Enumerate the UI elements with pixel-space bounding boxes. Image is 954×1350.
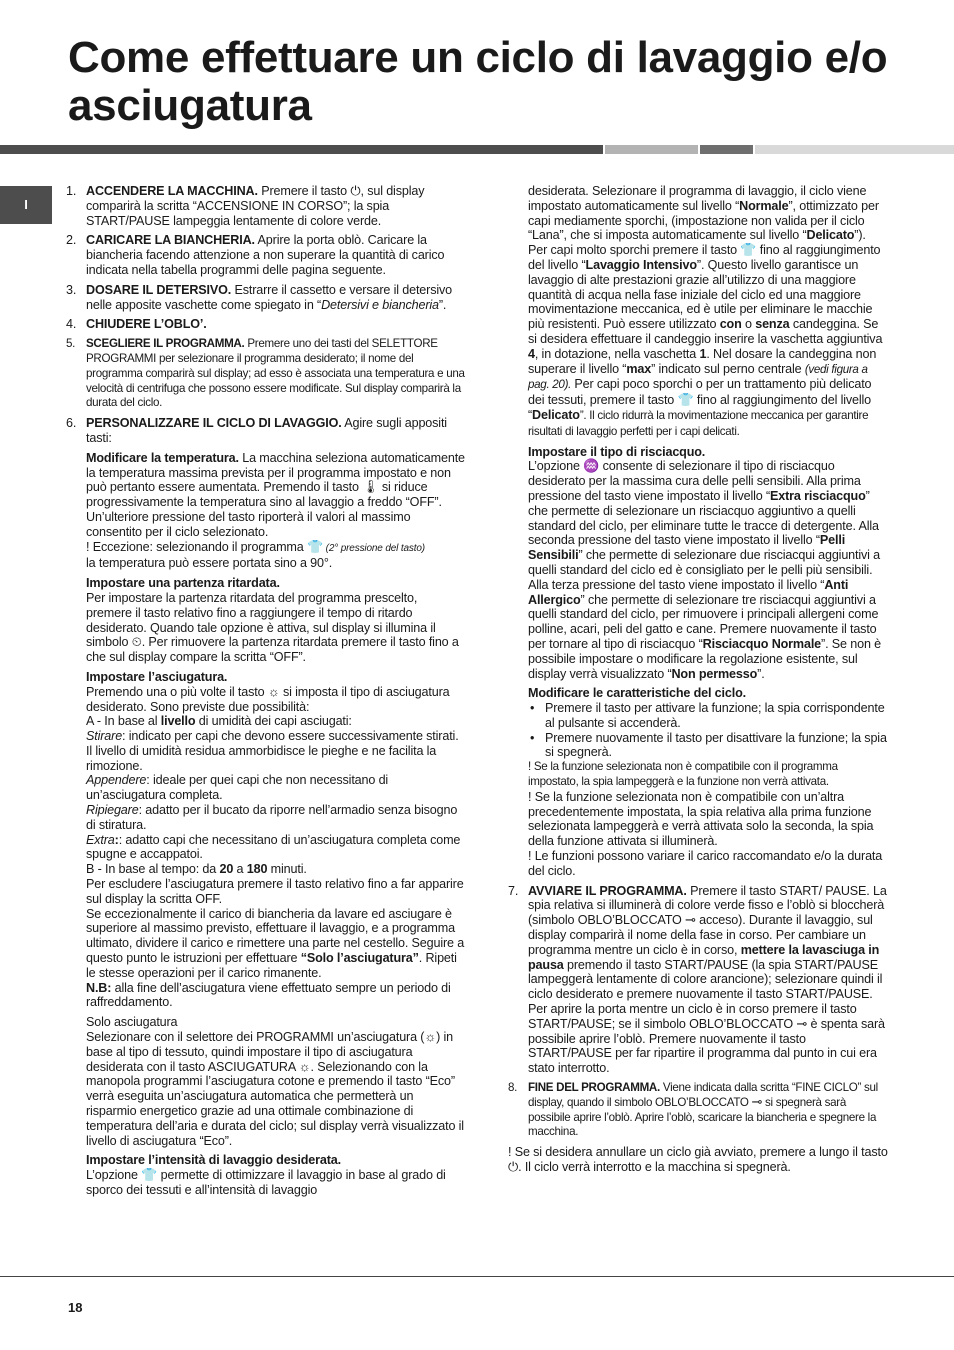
section-text: : adatto capi che necessitano di un’asciugatura completa come spugne e accappatoi. — [86, 832, 461, 862]
section-text: L’opzione — [528, 459, 584, 474]
section-text: a — [233, 862, 247, 877]
section-bold: 4 — [528, 346, 535, 361]
list-item: • Premere nuovamente il tasto per disattivare la funzione; la spia si spegnerà. — [528, 731, 888, 761]
section-text: ”. — [757, 666, 765, 681]
rinse-icon: ♒ — [583, 458, 600, 474]
section-text: . Ripeti le stesse operazioni per il carico rimanente. — [86, 951, 457, 980]
key-icon: ⊸ — [751, 1093, 763, 1109]
section-bold: senza — [755, 317, 790, 332]
modify-temperature — [66, 451, 466, 571]
section-text: fino al raggiungimento del livello “ — [528, 243, 881, 272]
temperature-icon: 🌡 — [362, 479, 379, 495]
left-column — [66, 184, 466, 1198]
page-number: 18 — [68, 1300, 83, 1315]
warning-note: ! Se la funzione selezionata non è compatibile con un’altra precedentemente impostata, la spia relativa alla prima funzione selezionata lampeggerà e verrà attivata solo la seconda, la spia della funzione attivata si illuminerà. — [528, 789, 874, 849]
cancel-note — [508, 1145, 888, 1175]
section-text: Se eccezionalmente il carico di biancheria da lavare ed asciugare è superiore al massimo previsto, effettuare il lavaggio, e a programma ultimato, dividere il carico e rimettere una parte nel cestello. Seguire a questo punto le istruzioni per effettuare — [86, 906, 465, 966]
step-heading: SCEGLIERE IL PROGRAMMA. — [86, 337, 245, 351]
section-bold: Anti Allergico — [528, 577, 849, 607]
shirt-icon: 👕 — [740, 242, 757, 258]
section-bold: “Solo l’asciugatura” — [300, 951, 419, 966]
step-4 — [66, 317, 466, 332]
language-tab: I — [0, 186, 52, 224]
section-heading: Impostare il tipo di risciacquo. — [528, 444, 706, 459]
header-bar-mid — [605, 145, 698, 154]
step-heading: ACCENDERE LA MACCHINA. — [86, 184, 258, 198]
section-text: consente di selezionare il tipo di risciacquo desiderato per la massima cura delle pelli sensibili. Alla prima pressione del tasto viene impostato il livello “ — [528, 459, 861, 503]
section-heading: Modificare le caratteristiche del ciclo. — [528, 686, 746, 701]
set-drying — [66, 670, 466, 1010]
section-heading: Solo asciugatura — [86, 1015, 178, 1030]
section-heading: Modificare la temperatura. — [86, 450, 239, 465]
shirt-icon: 👕 — [141, 1167, 158, 1183]
step-number: 5. — [66, 337, 76, 351]
power-icon: ⏻ — [350, 183, 361, 198]
drying-only — [66, 1015, 466, 1148]
section-bold: Non permesso — [671, 666, 758, 681]
header-bar-light — [755, 145, 954, 154]
dry-level-name: Ripiegare — [86, 803, 139, 818]
step-number: 7. — [508, 883, 519, 898]
section-bold: 20 — [219, 862, 234, 877]
section-bold: Extra risciacquo — [770, 488, 866, 503]
step-6 — [66, 416, 466, 446]
delayed-start — [66, 576, 466, 665]
step-text: si spegnerà sarà possibile aprire l’oblò. Aprire l’oblò, scaricare la biancheria e spegnere la macchina. — [528, 1095, 877, 1139]
step-bold: mettere la lavasciuga in pausa — [528, 942, 880, 972]
dry-icon: ☼ — [267, 683, 280, 699]
step-text: Premere il tasto — [257, 184, 351, 198]
step-text: Viene indicata dalla scritta “FINE CICLO” sul display, quando il simbolo OBLO’BLOCCATO — [528, 1081, 878, 1109]
section-bold: Delicato — [532, 407, 580, 422]
modify-cycle — [508, 686, 888, 878]
note-text: . Il ciclo verrà interrotto e la macchina si spegnerà. — [518, 1160, 791, 1174]
step-text: premendo il tasto START/PAUSE (la spia START/PAUSE lampeggerà lentamente di colore arancione); selezionare quindi il ciclo desiderato e premere nuovamente il tasto START/PAUSE. Per aprire la porta mentre un ciclo è in corso premere il tasto START/PAUSE; se il simbolo OBLO’BLOCCATO — [528, 957, 883, 1031]
delay-icon: ⏲ — [131, 634, 142, 650]
step-text: Premere il tasto START/ PAUSE. La spia relativa si illuminerà di colore verde fisso e l’oblò si bloccherà (simbolo OBLO’BLOCCATO — [528, 883, 887, 928]
step-2 — [66, 233, 466, 277]
header-bar-dark-2 — [700, 145, 753, 154]
section-bold: livello — [160, 714, 196, 729]
section-text: Premendo una o più volte il tasto — [86, 684, 268, 699]
section-text: L’opzione — [86, 1168, 142, 1183]
section-text: ”). Per capi molto sporchi premere il tasto — [528, 228, 866, 258]
header-bar-dark — [0, 145, 603, 154]
dry-icon: ☼ — [298, 1058, 311, 1074]
section-bold: 180 — [246, 862, 268, 877]
step-number: 2. — [66, 233, 77, 248]
section-bold: con — [719, 317, 742, 332]
step-1 — [66, 184, 466, 228]
section-bold: 1 — [699, 346, 707, 361]
dry-level-name: Extra — [86, 832, 115, 847]
step-number: 4. — [66, 317, 77, 332]
step-heading: CHIUDERE L’OBLO’. — [86, 317, 207, 332]
section-text: , in dotazione, nella vaschetta — [534, 346, 700, 361]
section-text: minuti. — [267, 862, 307, 877]
section-bold: N.B: — [86, 980, 112, 995]
section-text: di umidità dei capi asciugati: — [195, 714, 352, 729]
section-text: si imposta il tipo di asciugatura desiderato. Sono previste due possibilità: — [86, 684, 450, 714]
section-text: - In base al — [93, 714, 161, 729]
section-text: . Nel dosare la candeggina non superare il livello “ — [528, 346, 877, 376]
key-icon: ⊸ — [685, 912, 696, 928]
exception-text: la temperatura può essere portata sino a 90°. — [86, 556, 333, 571]
section-text: La macchina seleziona automaticamente la temperatura massima prevista per il programma impostato e non può pertanto essere aumentata. Premendo il tasto — [86, 450, 465, 495]
section-bold: Risciacquo Normale — [702, 636, 822, 651]
step-number: 6. — [66, 416, 77, 431]
step-3 — [66, 283, 466, 313]
section-heading: Impostare l’asciugatura. — [86, 669, 228, 684]
section-text: si riduce progressivamente la temperatura sino al lavaggio a freddo “OFF”. Un’ulteriore pressione del tasto riporterà il valori al massimo consentito per il ciclo selezionato. — [86, 480, 442, 539]
list-item: • Premere il tasto per attivare la funzione; la spia corrispondente al pulsante si accenderà. — [528, 701, 888, 731]
power-icon: ⏻ — [508, 1159, 519, 1174]
step-text: acceso). Durante il lavaggio, sul display comparirà il nome della fase in corso. Per cambiare un programma mentre un ciclo è in corso, — [528, 913, 873, 957]
step-heading: CARICARE LA BIANCHERIA. — [86, 233, 255, 248]
section-text: ” che permette di selezionare tre risciacqui aggiuntivi a quelli standard del ciclo, per rimuovere i principali allergeni come polline, acari, peli del gatto e cane. Premere nuovamente il tasto per tornare al tipo di risciacquo “ — [528, 592, 879, 651]
step-text: Estrarre il cassetto e versare il detersivo nelle apposite vaschette come spiegato in “ — [86, 282, 452, 312]
section-text: ”. Il ciclo ridurrà la movimentazione meccanica per garantire risultati di lavaggio perfetti per i capi delicati. — [528, 408, 869, 438]
section-text: . Per rimuovere la partenza ritardata premere il tasto fino a che sul display compare la scritta “OFF”. — [86, 635, 459, 665]
step-number: 8. — [508, 1081, 518, 1095]
section-text: ”, ottimizzato per capi mediamente sporchi, (impostazione non valida per il ciclo “Lana”, che si imposta automaticamente sul livello “ — [528, 198, 879, 243]
section-text: ) in base al tipo di tessuto, quindi impostare il tipo di asciugatura desiderata con il tasto ASCIUGATURA — [86, 1030, 454, 1074]
warning-note: ! Se la funzione selezionata non è compatibile con il programma impostato, la spia lampeggerà e la funzione non verrà attivata. — [528, 760, 838, 789]
section-bold: max — [626, 361, 652, 376]
section-heading: Impostare una partenza ritardata. — [86, 576, 280, 591]
section-text: candeggina. Se si desidera effettuare il candeggio inserire la vaschetta aggiuntiva — [528, 317, 883, 346]
section-bold: Lavaggio Intensivo — [585, 257, 697, 272]
option-letter: B — [86, 862, 95, 877]
step-number: 3. — [66, 282, 77, 297]
section-text: . Selezionando con la manopola programmi l’asciugatura cotone e premendo il tasto “Eco” verrà eseguita un’asciugatura automatica che permetterà un risparmio energetico grazie ad una ottimale combinazione di temperatura dell’aria e durata del ciclo; sul display verrà visualizzato il livello di asciugatura “Eco”. — [86, 1059, 464, 1148]
exception-note: (2° pressione del tasto) — [323, 542, 425, 554]
page-title: Come effettuare un ciclo di lavaggio e/o asciugatura — [68, 33, 888, 130]
colon: : — [114, 832, 119, 847]
step-heading: PERSONALIZZARE IL CICLO DI LAVAGGIO. — [86, 416, 342, 431]
note-text: ! Se si desidera annullare un ciclo già avviato, premere a lungo il tasto — [508, 1145, 888, 1160]
section-bold: Delicato — [806, 228, 855, 243]
section-text: ”. Se non è possibile impostare o modificare la regolazione esistente, sul display verrà visualizzato “ — [528, 636, 882, 681]
section-bold: Normale — [739, 198, 789, 213]
step-5 — [66, 337, 466, 411]
step-heading: DOSARE IL DETERSIVO. — [86, 282, 232, 297]
step-number: 1. — [66, 184, 77, 198]
dry-icon: ☼ — [424, 1029, 437, 1045]
section-text: permette di ottimizzare il lavaggio in base al grado di sporco dei tessuti e all’intensità di lavaggio — [86, 1168, 446, 1197]
step-text: Premere uno dei tasti del SELETTORE PROGRAMMI per selezionare il programma desiderato; il nome del programma comparirà sul display; ad esso è associata una temperatura e una velocità di centrifuga che possono essere modificate. Sul display comparirà la durata del ciclo. — [86, 337, 465, 410]
section-text: Per impostare la partenza ritardata del programma prescelto, premere il tasto relativo fino a raggiungere il tempo di ritardo desiderato. Quando tale opzione è attiva, sul display si illumina il simbolo — [86, 590, 436, 650]
section-text: : ideale per quei capi che non necessitano di un’asciugatura completa. — [86, 773, 389, 803]
dry-level-name: Stirare — [86, 729, 123, 744]
section-italic: (vedi figura a pag. 20). — [528, 362, 868, 392]
section-text: Per escludere l’asciugatura premere il tasto relativo fino a far apparire sul display la scritta OFF. — [86, 877, 464, 906]
section-text: ”. Questo livello garantisce un lavaggio di alte prestazioni grazie all’utilizzo di una maggiore quantità di acqua nella fase iniziale del ciclo ed una maggiore movimentazione meccanica, ed è utile per eliminare le macchie più resistenti. Può essere utilizzato — [528, 257, 873, 332]
shirt-icon: 👕 — [306, 538, 324, 554]
section-text: ” che permette di selezionare un risciacquo aggiuntivo a quelli standard del ciclo, per eliminare tutte le tracce di detergente. Alla seconda pressione del tasto viene impostato il livello “ — [528, 488, 879, 548]
section-text: : adatto per il bucato da riporre nell’armadio senza bisogno di stiratura. — [86, 803, 458, 832]
step-text: Agire sugli appositi tasti: — [86, 416, 447, 445]
right-column — [508, 184, 888, 1175]
section-text: Per capi poco sporchi o per un trattamento più delicato dei tessuti, premere il tasto — [528, 377, 872, 408]
section-text: - In base al tempo: da — [94, 862, 220, 877]
section-text: Selezionare con il selettore dei PROGRAMMI un’asciugatura ( — [86, 1030, 425, 1045]
header-bar — [0, 145, 954, 154]
wash-intensity — [66, 1153, 466, 1197]
step-8 — [508, 1081, 888, 1140]
step-text-italic: Detersivi e biancheria — [321, 297, 439, 312]
warning-note: ! Le funzioni possono variare il carico raccomandato e/o la durata del ciclo. — [528, 849, 883, 878]
dry-level-name: Appendere — [86, 773, 147, 788]
step-text: ”. — [438, 297, 447, 312]
step-7 — [508, 884, 888, 1076]
option-letter: A — [86, 714, 94, 729]
rinse-type — [508, 445, 888, 682]
section-heading: Impostare l’intensità di lavaggio desiderata. — [86, 1153, 341, 1168]
section-bold: Pelli Sensibili — [528, 533, 846, 563]
section-text: o — [741, 317, 756, 332]
section-text: : indicato per capi che devono essere successivamente stirati. Il livello di umidità residua ammorbidisce le pieghe e ne facilita la rimozione. — [86, 729, 459, 773]
section-text: ” che permette di selezionare due risciacqui aggiuntivi a quelli standard del ciclo ed è consigliato per le pelli più sensibili. Alla terza pressione del tasto viene impostato il livello “ — [528, 548, 881, 592]
shirt-icon: 👕 — [677, 392, 694, 408]
footer-rule — [0, 1276, 954, 1277]
step-heading: AVVIARE IL PROGRAMMA. — [528, 883, 687, 898]
section-text: fino al raggiungimento del livello “ — [528, 393, 872, 422]
key-icon: ⊸ — [796, 1015, 808, 1031]
step-text: , sul display comparirà la scritta “ACCENSIONE IN CORSO”; la spia START/PAUSE lampeggia lentamente di colore verde. — [86, 184, 425, 228]
step-heading: FINE DEL PROGRAMMA. — [528, 1081, 660, 1095]
section-text: alla fine dell’asciugatura viene effettuato sempre un periodo di raffreddamento. — [86, 980, 451, 1010]
exception-text: ! Eccezione: selezionando il programma — [86, 539, 307, 554]
step-text: è spenta sarà possibile aprire l’oblò. Premere nuovamente il tasto START/PAUSE per far ripartire il programma dal punto in cui era stato interrotto. — [528, 1016, 885, 1076]
wash-intensity-cont — [508, 184, 888, 440]
section-text: desiderata. Selezionare il programma di lavaggio, il ciclo viene impostato automaticamente sul livello “ — [528, 184, 867, 213]
section-text: ” indicato sul perno centrale — [651, 361, 805, 376]
step-text: Aprire la porta oblò. Caricare la biancheria facendo attenzione a non superare la quantità di carico indicata nella tabella programmi delle pagina seguente. — [86, 233, 445, 277]
